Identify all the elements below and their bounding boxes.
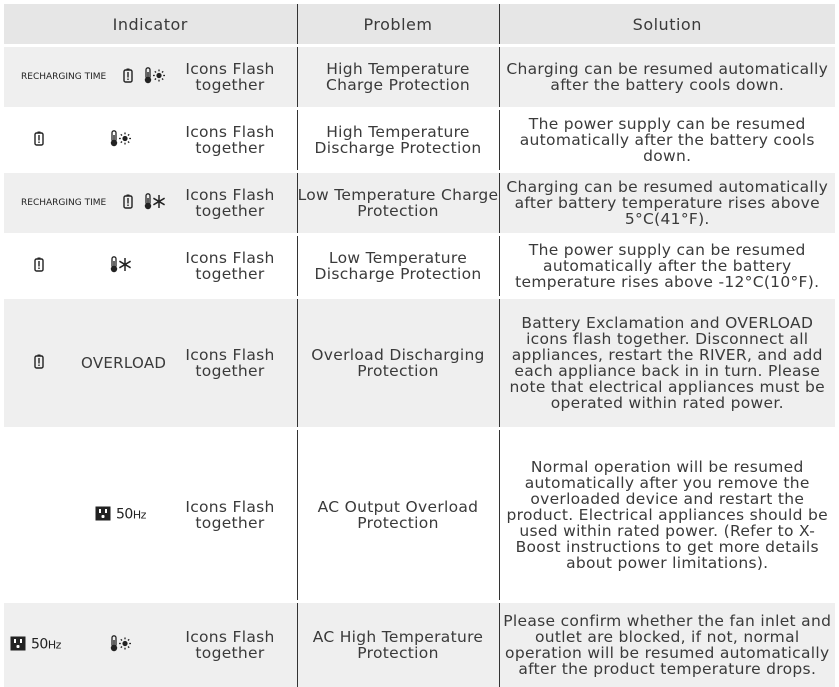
indicator-cell <box>4 602 297 687</box>
solution-cell: The power supply can be resumed automatically after the battery temperature rises above -12°C(10°F). <box>499 235 835 298</box>
solution-cell: Charging can be resumed automatically after battery temperature rises above 5°C(41°F). <box>499 172 835 235</box>
header-solution: Solution <box>499 4 835 46</box>
solution-cell: The power supply can be resumed automatically after the battery cools down. <box>499 109 835 172</box>
table-row <box>4 109 835 172</box>
problem-cell: Overload Discharging Protection <box>297 298 499 429</box>
icons-flash-text: Icons Flash together <box>180 124 280 156</box>
protection-table <box>4 4 835 687</box>
icons-flash-text: Icons Flash together <box>180 250 280 282</box>
indicator-cell <box>4 109 297 172</box>
frequency-unit: Hz <box>133 509 146 522</box>
high-temperature-icon <box>109 635 133 655</box>
frequency-value: 50 <box>31 637 48 653</box>
problem-cell: AC High Temperature Protection <box>297 602 499 687</box>
battery-exclamation-icon <box>123 194 133 212</box>
problem-cell: High Temperature Discharge Protection <box>297 109 499 172</box>
solution-cell: Battery Exclamation and OVERLOAD icons flash together. Disconnect all appliances, restart the RIVER, and add each appliance back in in turn. Please note that electrical appliances must be operated within rated power. <box>499 298 835 429</box>
problem-cell: High Temperature Charge Protection <box>297 46 499 109</box>
high-temperature-icon <box>109 130 133 150</box>
battery-exclamation-icon <box>123 68 133 86</box>
icons-flash-text: Icons Flash together <box>180 187 280 219</box>
icons-flash-text: Icons Flash together <box>180 61 280 93</box>
frequency-readout <box>116 507 146 524</box>
table-row <box>4 298 835 429</box>
high-temperature-icon <box>143 67 167 87</box>
table-row <box>4 235 835 298</box>
table-row <box>4 46 835 109</box>
problem-cell: AC Output Overload Protection <box>297 429 499 602</box>
frequency-readout <box>31 637 61 654</box>
problem-cell: Low Temperature Charge Protection <box>297 172 499 235</box>
frequency-unit: Hz <box>48 639 61 652</box>
icons-flash-text: Icons Flash together <box>180 629 280 661</box>
battery-exclamation-icon <box>34 354 44 372</box>
indicator-cell <box>4 429 297 602</box>
table-row <box>4 172 835 235</box>
battery-exclamation-icon <box>34 131 44 149</box>
recharging-time-label: RECHARGING TIME <box>21 195 106 211</box>
ac-outlet-icon <box>10 636 26 654</box>
solution-cell: Charging can be resumed automatically after the battery cools down. <box>499 46 835 109</box>
overload-label: OVERLOAD <box>81 355 166 371</box>
indicator-cell <box>4 235 297 298</box>
battery-exclamation-icon <box>34 257 44 275</box>
icons-flash-text: Icons Flash together <box>180 347 280 379</box>
frequency-value: 50 <box>116 507 133 523</box>
solution-cell: Please confirm whether the fan inlet and outlet are blocked, if not, normal operation will be resumed automatically after the product temperature drops. <box>499 602 835 687</box>
header-indicator: Indicator <box>4 4 297 46</box>
low-temperature-icon <box>109 256 133 276</box>
header-problem: Problem <box>297 4 499 46</box>
ac-outlet-icon <box>95 506 111 524</box>
problem-cell: Low Temperature Discharge Protection <box>297 235 499 298</box>
table-row <box>4 429 835 602</box>
indicator-cell <box>4 172 297 235</box>
indicator-cell <box>4 46 297 109</box>
low-temperature-icon <box>143 193 167 213</box>
indicator-cell <box>4 298 297 429</box>
solution-cell: Normal operation will be resumed automatically after you remove the overloaded device and restart the product. Electrical appliances should be used within rated power. (Refer to X-Boost instructions to get more details about power limitations). <box>499 429 835 602</box>
icons-flash-text: Icons Flash together <box>180 499 280 531</box>
recharging-time-label: RECHARGING TIME <box>21 69 106 85</box>
table-row <box>4 602 835 687</box>
